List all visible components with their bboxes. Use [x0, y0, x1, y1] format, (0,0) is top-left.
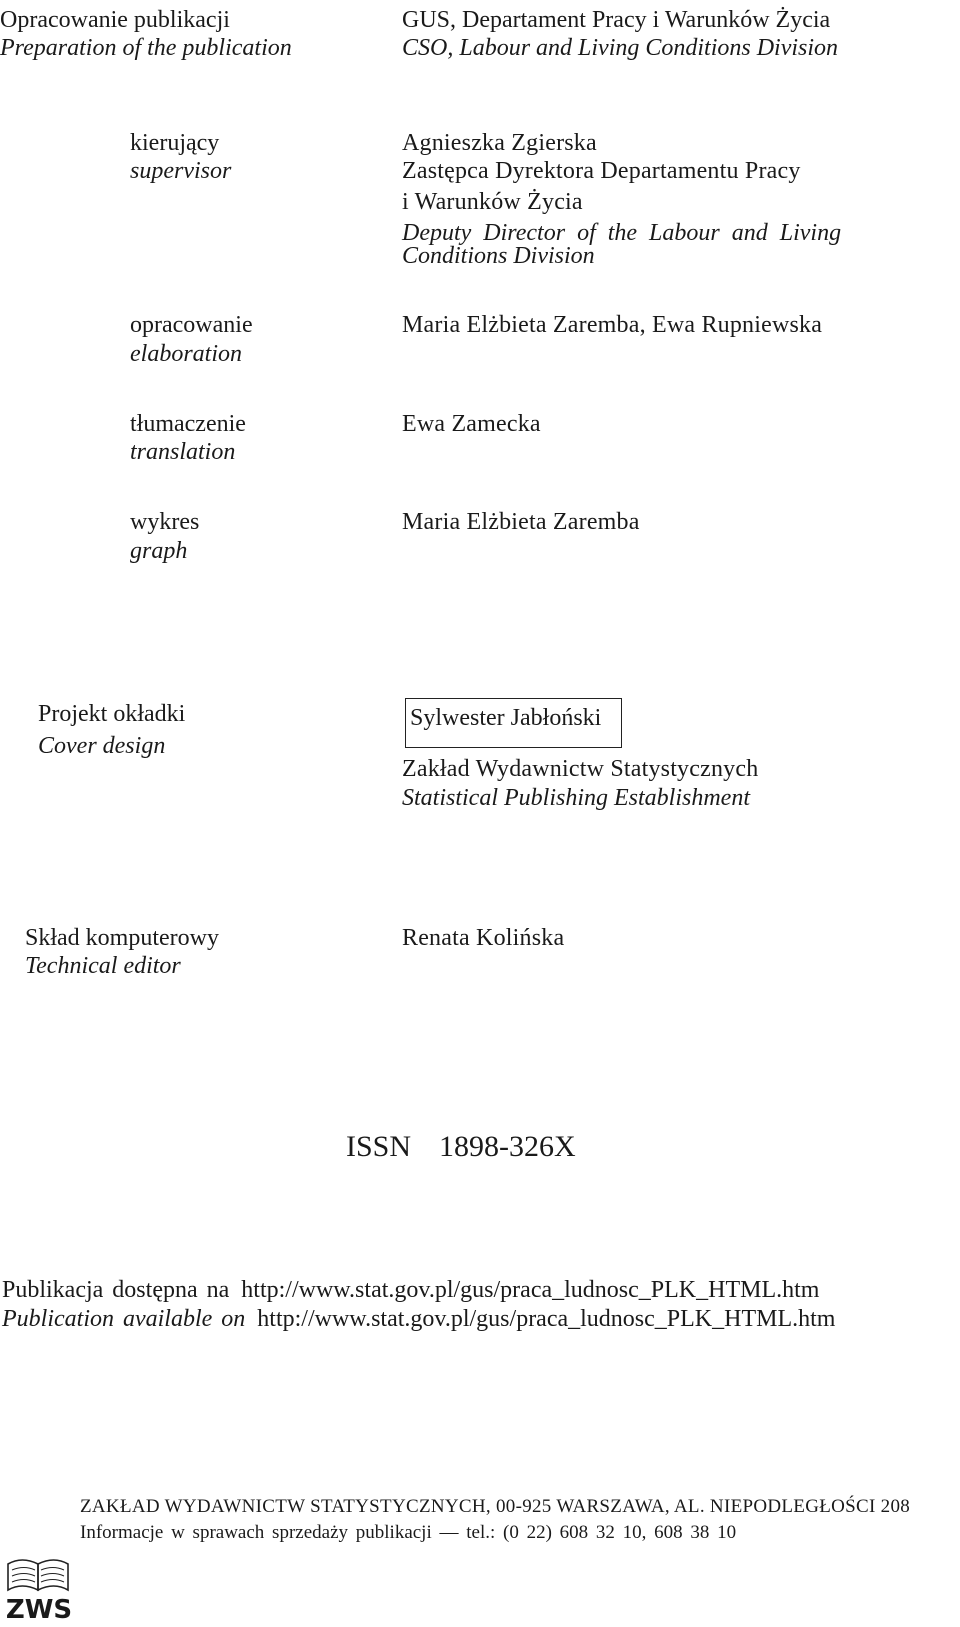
footer-info-line: Informacje w sprawach sprzedaży publikacji — tel.: (0 22) 608 32 10, 608 38 10	[80, 1522, 737, 1543]
supervisor-title-en-line2: Conditions Division	[402, 243, 595, 269]
issn-line	[346, 1132, 576, 1162]
availability-url-en[interactable]: http://www.stat.gov.pl/gus/praca_ludnosc_PLK_HTML.htm	[257, 1306, 836, 1332]
preparation-value-pl: GUS, Departament Pracy i Warunków Życia	[402, 7, 831, 33]
supervisor-name: Agnieszka Zgierska	[402, 130, 597, 156]
credit-role-pl: kierujący	[130, 130, 220, 156]
elaboration-names: Maria Elżbieta Zaremba, Ewa Rupniewska	[402, 312, 823, 338]
footer-publisher-line: ZAKŁAD WYDAWNICTW STATYSTYCZNYCH, 00-925 WARSZAWA, AL. NIEPODLEGŁOŚCI 208	[80, 1496, 911, 1517]
availability-label-pl: Publikacja dostępna na	[2, 1277, 230, 1303]
typesetting-label-pl: Skład komputerowy	[25, 925, 219, 951]
issn-label: ISSN	[346, 1130, 412, 1163]
availability-label-en: Publication available on	[2, 1306, 246, 1332]
credit-role-en: supervisor	[130, 158, 232, 184]
availability-pl	[2, 1278, 819, 1302]
cover-label-pl: Projekt okładki	[38, 701, 186, 727]
supervisor-title-pl-line2: i Warunków Życia	[402, 189, 583, 215]
supervisor-title-en-line1: Deputy Director of the Labour and Living	[402, 220, 842, 246]
zws-logo-icon	[2, 1534, 76, 1622]
preparation-value-en: CSO, Labour and Living Conditions Division	[402, 35, 839, 61]
availability-en	[2, 1307, 835, 1331]
supervisor-title-pl-line1: Zastępca Dyrektora Departamentu Pracy	[402, 158, 801, 184]
preparation-label-pl: Opracowanie publikacji	[0, 7, 230, 33]
cover-org-pl: Zakład Wydawnictw Statystycznych	[402, 756, 759, 782]
graph-name: Maria Elżbieta Zaremba	[402, 509, 640, 535]
cover-label-en: Cover design	[38, 733, 166, 759]
cover-designer-name: Sylwester Jabłoński	[410, 705, 602, 731]
credit-role-en: translation	[130, 439, 236, 465]
cover-org-en: Statistical Publishing Establishment	[402, 785, 750, 811]
translation-name: Ewa Zamecka	[402, 411, 541, 437]
typesetting-label-en: Technical editor	[25, 953, 181, 979]
typesetting-name: Renata Kolińska	[402, 925, 565, 951]
credit-role-en: graph	[130, 538, 188, 564]
zws-logo-text: ZWS	[5, 1595, 73, 1622]
issn-number: 1898-326X	[439, 1130, 576, 1163]
preparation-label-en: Preparation of the publication	[0, 35, 292, 61]
credit-role-pl: opracowanie	[130, 312, 253, 338]
credit-role-en: elaboration	[130, 341, 242, 367]
credit-role-pl: tłumaczenie	[130, 411, 246, 437]
credit-role-pl: wykres	[130, 509, 200, 535]
availability-url-pl[interactable]: http://www.stat.gov.pl/gus/praca_ludnosc_PLK_HTML.htm	[241, 1277, 820, 1303]
